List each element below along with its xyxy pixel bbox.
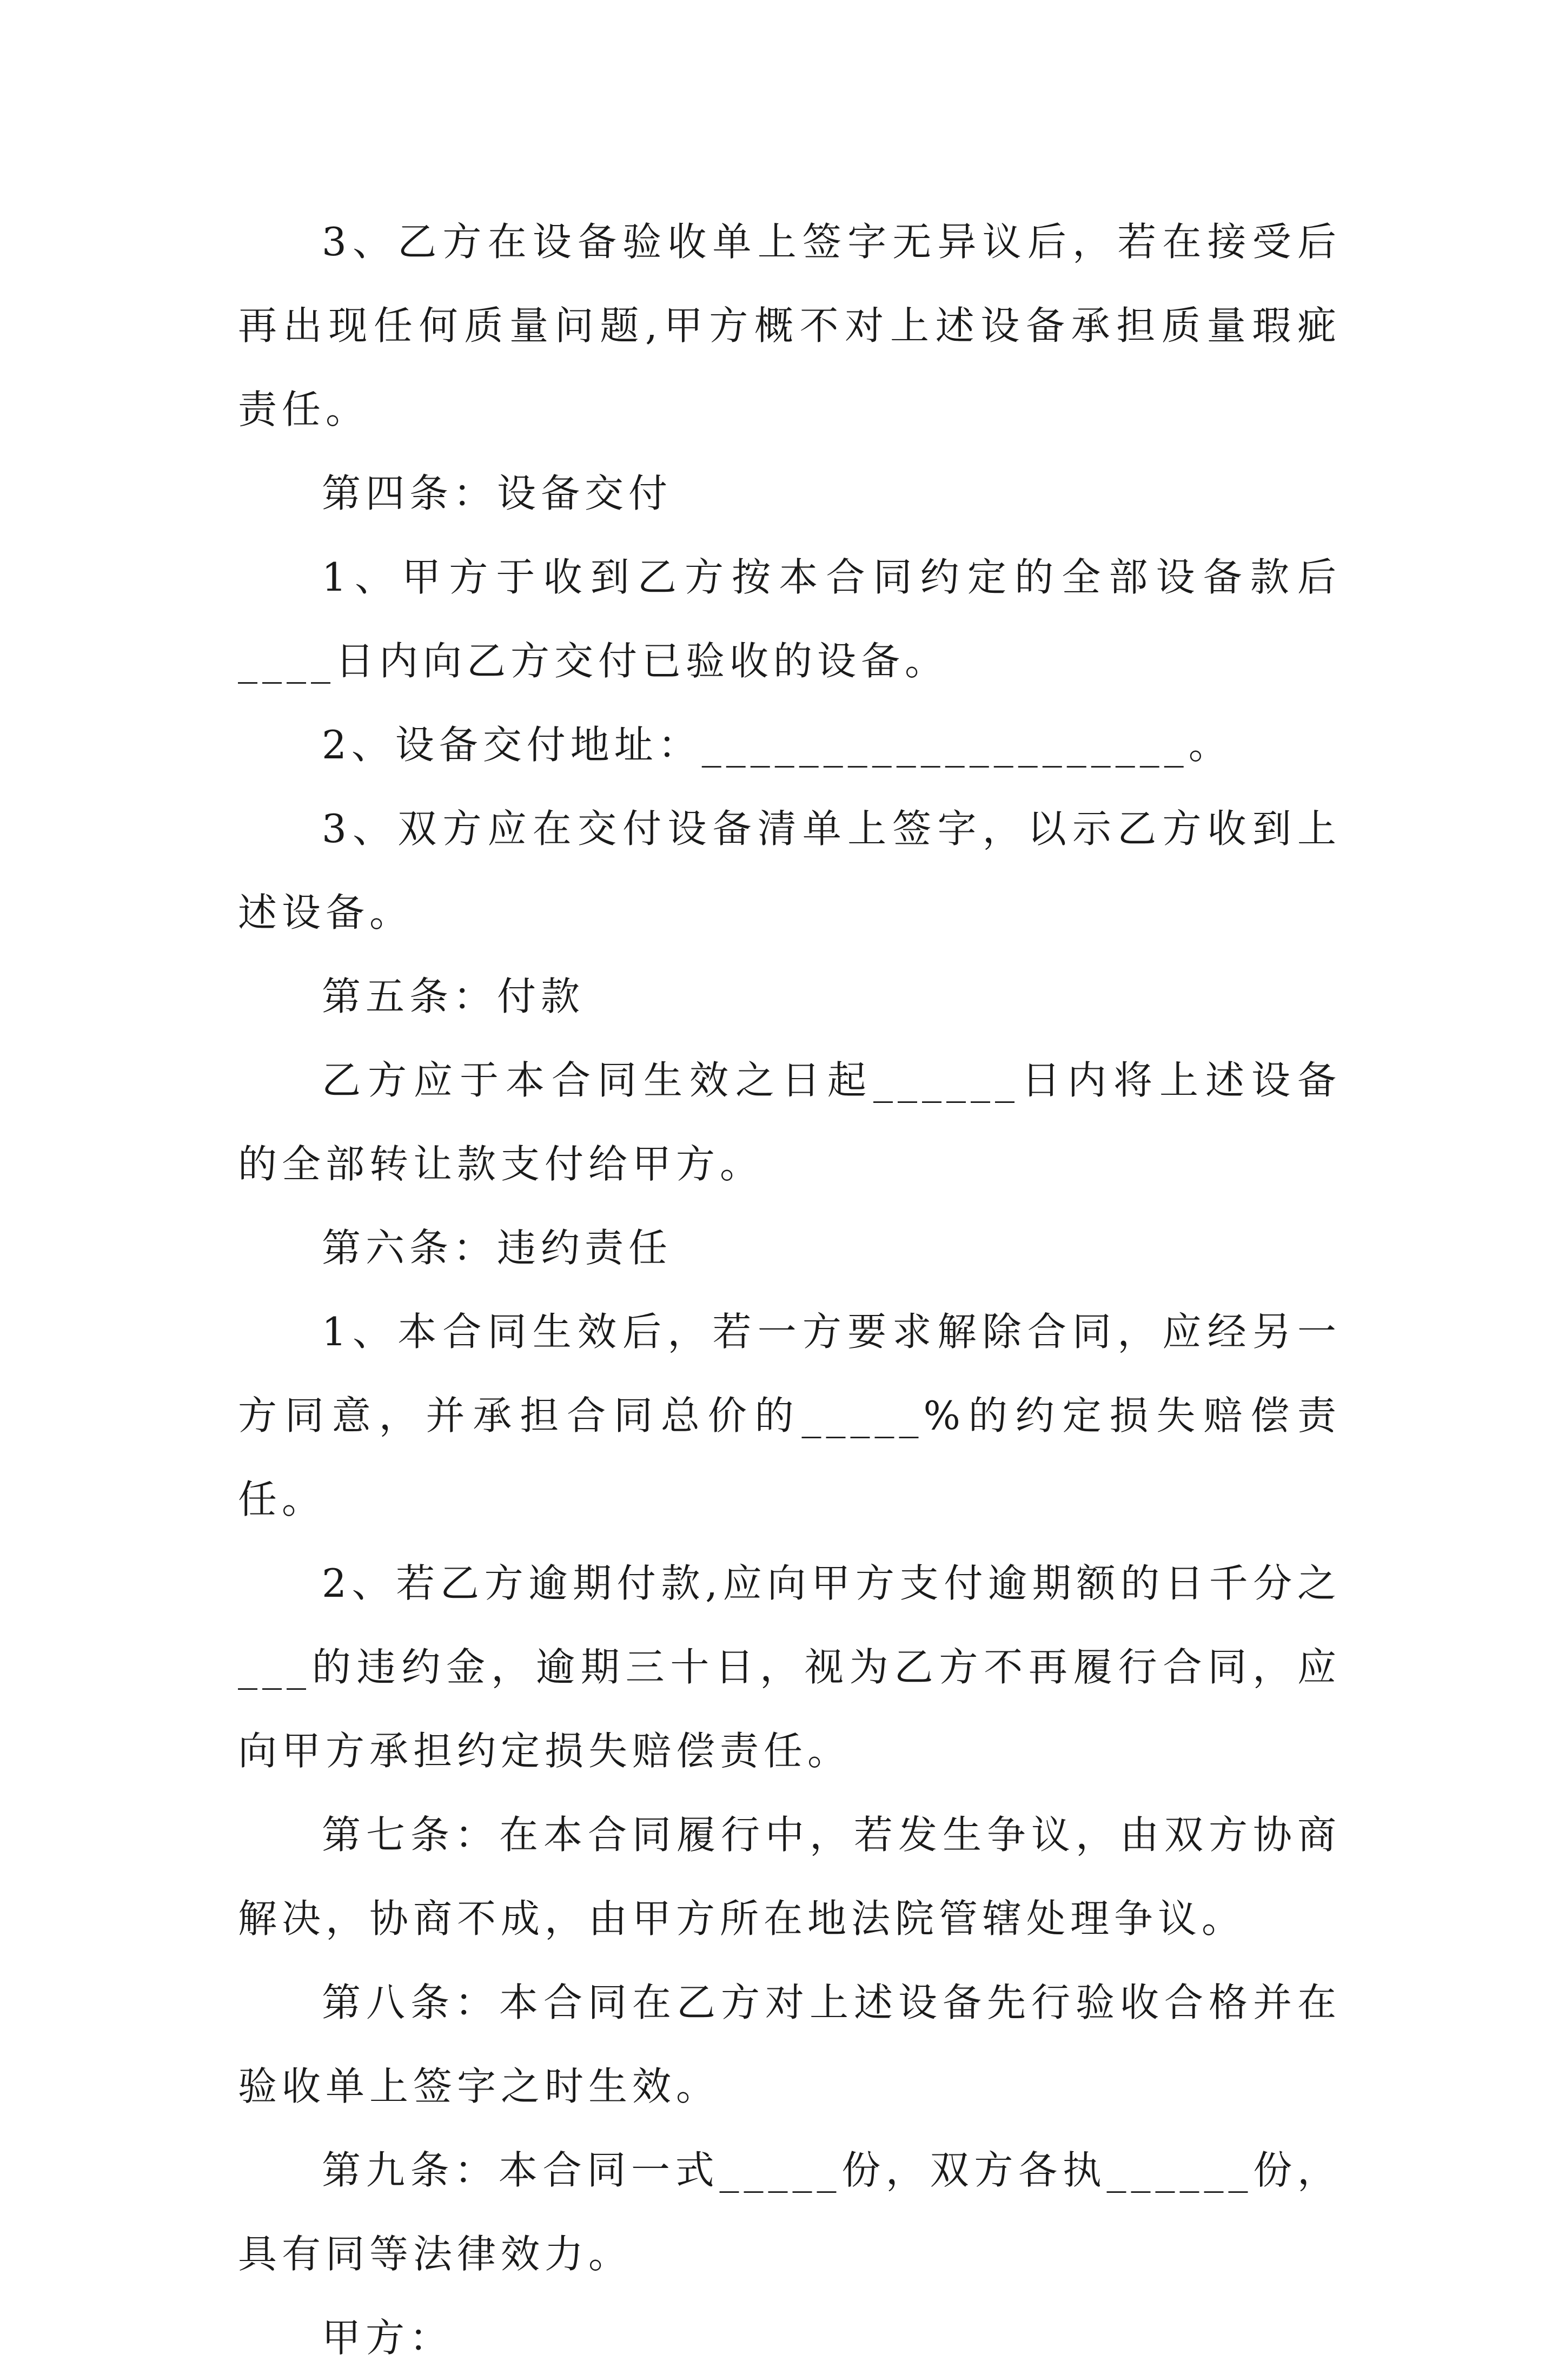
- clause-4-2-delivery-address: 2、设备交付地址：____________________。: [322, 722, 1232, 768]
- clause-4-3-delivery-signature: 3、双方应在交付设备清单上签字，以示乙方收到上述设备。: [238, 806, 1341, 935]
- party-a-signature-label: 甲方：: [322, 2315, 454, 2361]
- clause-6-1-termination: 1、本合同生效后，若一方要求解除合同，应经另一方同意，并承担合同总价的_____%的约定损失赔偿责任。: [238, 1309, 1341, 1522]
- article-5-heading: 第五条：付款: [322, 974, 585, 1019]
- article-6-heading: 第六条：违约责任: [322, 1225, 673, 1271]
- article-9-copies: 第九条：本合同一式_____份，双方各执______份，具有同等法律效力。: [238, 2147, 1341, 2277]
- clause-6-2-late-payment: 2、若乙方逾期付款,应向甲方支付逾期额的日千分之___的违约金，逾期三十日，视为乙方不再履行合同，应向甲方承担约定损失赔偿责任。: [238, 1561, 1341, 1774]
- clause-4-1-delivery-time: 1、甲方于收到乙方按本合同约定的全部设备款后____日内向乙方交付已验收的设备。: [238, 554, 1341, 684]
- contract-body: [238, 200, 1341, 2380]
- clause-5-payment: 乙方应于本合同生效之日起______日内将上述设备的全部转让款支付给甲方。: [238, 1057, 1341, 1187]
- article-4-heading: 第四条：设备交付: [322, 471, 673, 516]
- article-8-effectiveness: 第八条：本合同在乙方对上述设备先行验收合格并在验收单上签字之时生效。: [238, 1980, 1341, 2109]
- clause-3-3-acceptance-liability: 3、乙方在设备验收单上签字无异议后，若在接受后再出现任何质量问题,甲方概不对上述设备承担质量瑕疵责任。: [238, 219, 1341, 432]
- article-7-dispute: 第七条：在本合同履行中，若发生争议，由双方协商解决，协商不成，由甲方所在地法院管辖处理争议。: [238, 1812, 1341, 1941]
